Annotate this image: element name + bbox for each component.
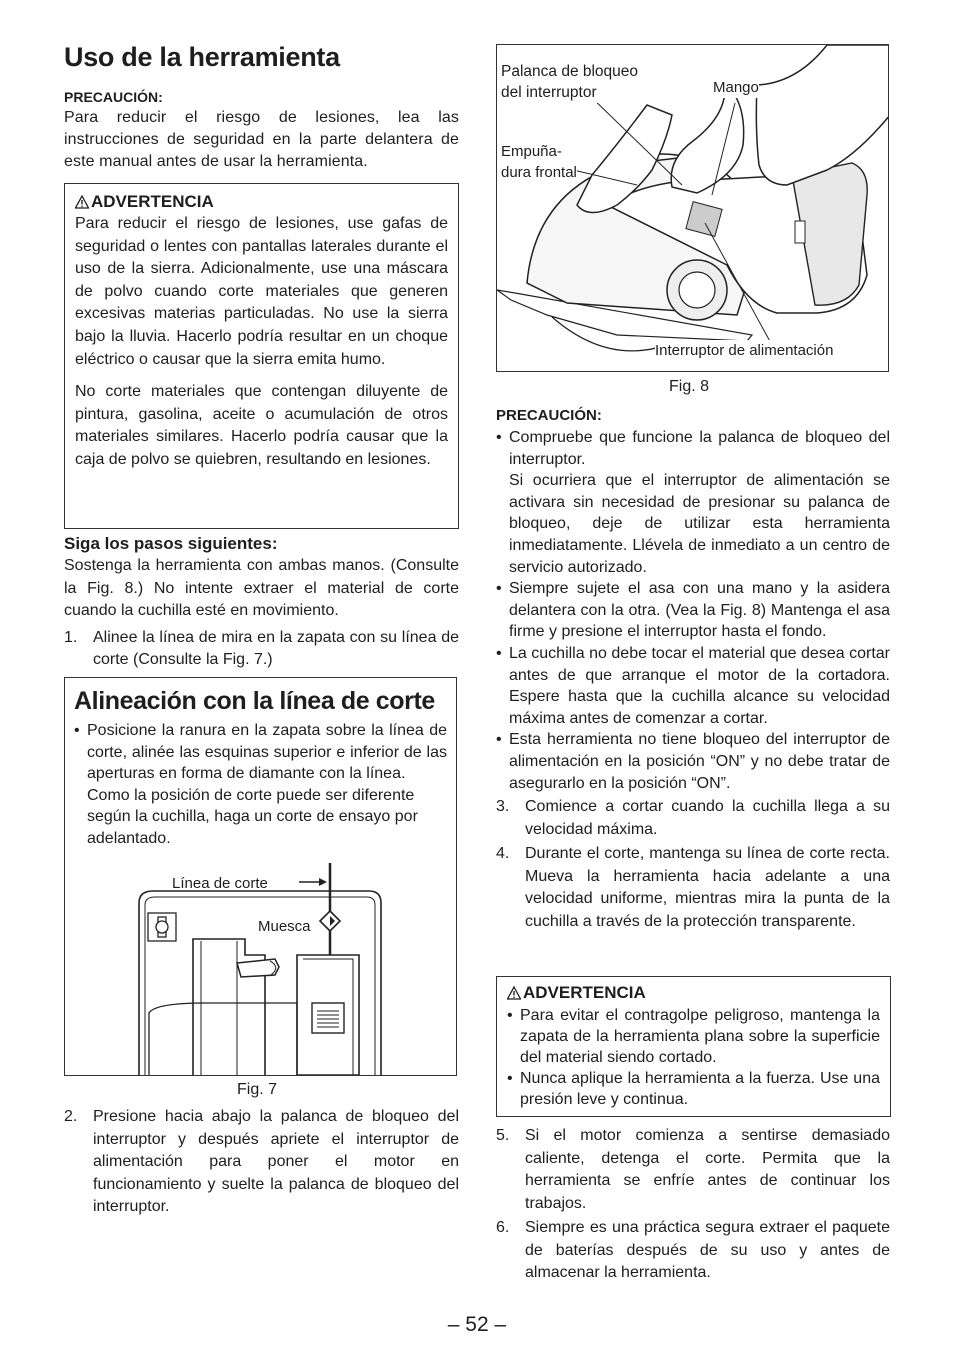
- alignment-bullets: [74, 720, 447, 785]
- step-text: Si el motor comienza a sentirse demasiado caliente, detenga el corte. Permita que la herramienta se enfríe antes de continuar los trabajos.: [525, 1127, 890, 1212]
- step-number: 4.: [496, 845, 510, 863]
- label-lock-lever: Palanca de bloqueo del interruptor: [501, 61, 661, 103]
- warning-label: ADVERTENCIA: [523, 983, 646, 1002]
- label-power-switch: Interruptor de alimentación: [655, 342, 834, 359]
- step-number: 1.: [64, 628, 78, 646]
- alignment-bullet-cont: Como la posición de corte puede ser diferente según la cuchilla, haga un corte de ensayo por adelantado.: [87, 786, 418, 847]
- step-text: Presione hacia abajo la palanca de bloqueo del interruptor y después apriete el interruptor de alimentación para poner el motor en funcionamiento y suelte la palanca de bloqueo del interruptor.: [93, 1108, 459, 1215]
- precaution-bullet: [496, 729, 890, 794]
- precaution-label: PRECAUCIÓN:: [64, 89, 163, 105]
- step-number: 2.: [64, 1108, 78, 1125]
- precaution-bullet: [496, 643, 890, 729]
- precaution-block-1: [64, 87, 459, 173]
- warning-bullet-text: Para evitar el contragolpe peligroso, mantenga la zapata de la herramienta plana sobre la superficie del material siendo cortado.: [520, 1007, 880, 1066]
- step-2: [64, 1106, 459, 1219]
- alignment-bullet: [74, 720, 447, 785]
- steps-section: [64, 533, 459, 672]
- warning-paragraph-2: No corte materiales que contengan diluyente de pintura, gasolina, aceite o acumulación de otros materiales similares. Hacerlo podría causar que la caja de polvo se quiebren, resultando en lesiones.: [75, 383, 448, 468]
- precaution-text: Para reducir el riesgo de lesiones, lea las instrucciones de seguridad en la parte delantera de este manual antes de usar la herramienta.: [64, 109, 459, 170]
- alignment-box: [64, 677, 457, 1076]
- step-4: [496, 843, 890, 933]
- step-list-3: [496, 796, 890, 933]
- warning-paragraph-1: Para reducir el riesgo de lesiones, use gafas de seguridad o lentes con pantallas laterales durante el uso de la sierra. Adicionalmente, use una máscara de polvo cuando corte materiales que generen excesivas materias particuladas. No use la sierra bajo la lluvia. Hacerlo podría resultar en un choque eléctrico o causar que la sierra emita humo.: [75, 215, 448, 368]
- precaution-bullet-cont: Si ocurriera que el interruptor de alimentación se activara sin necesidad de presionar su palanca de bloqueo, deje de utilizar esta herramienta inmediatamente. Llévela de inmediato a un centro de servicio autorizado.: [509, 472, 890, 576]
- warning-bullet-text: Nunca aplique la herramienta a la fuerza. Use una presión leve y continua.: [520, 1070, 880, 1108]
- precaution-bullet-text: La cuchilla no debe tocar el material que desea cortar antes de que arranque el motor de la cortadora. Espere hasta que la cuchilla alcance su velocidad máxima antes de comenzar a cortar.: [509, 644, 890, 727]
- step-number: 5.: [496, 1127, 510, 1144]
- page-title: Uso de la herramienta: [64, 42, 340, 72]
- step-list-4: [496, 1125, 890, 1285]
- step-5: [496, 1125, 890, 1215]
- alignment-bullet-text: Posicione la ranura en la zapata sobre la línea de corte, alinée las esquinas superior e inferior de las aperturas en forma de diamante con la línea.: [87, 722, 447, 783]
- steps-intro: Sostenga la herramienta con ambas manos. (Consulte la Fig. 8.) No intente extraer el material de corte cuando la cuchilla esté en movimiento.: [64, 557, 459, 619]
- warning-heading: [507, 983, 880, 1003]
- step-text: Alinee la línea de mira en la zapata con su línea de corte (Consulte la Fig. 7.): [93, 628, 459, 668]
- step-6: [496, 1217, 890, 1285]
- label-handle: Mango: [713, 79, 759, 96]
- warning-bullet: [507, 1068, 880, 1110]
- step-text: Comience a cortar cuando la cuchilla llega a su velocidad máxima.: [525, 798, 890, 838]
- precaution-block-2: [496, 405, 890, 933]
- step-text: Siempre es una práctica segura extraer el paquete de baterías después de su uso y antes de almacenar la herramienta.: [525, 1219, 890, 1281]
- steps-final: [496, 1125, 890, 1285]
- warning-icon: [75, 195, 89, 209]
- step-list-2: [64, 1106, 459, 1219]
- precaution-bullet-text: Siempre sujete el asa con una mano y la asidera delantera con la otra. (Vea la Fig. 8) Mantenga el asa firme y presione el interruptor hasta el fondo.: [509, 580, 890, 641]
- warning-label: ADVERTENCIA: [91, 192, 214, 211]
- step-1: [64, 627, 459, 672]
- warning-heading: [75, 192, 448, 212]
- warning-bullets: [507, 1005, 880, 1110]
- warning-bullet: [507, 1005, 880, 1068]
- precaution-bullet-text: Esta herramienta no tiene bloqueo del interruptor de alimentación en la posición “ON” y no debe tratar de asegurarlo en la posición “ON”.: [509, 731, 890, 792]
- steps-heading: Siga los pasos siguientes:: [64, 534, 278, 553]
- precaution-bullet-text: Compruebe que funcione la palanca de bloqueo del interruptor.: [509, 429, 890, 468]
- page-number: – 52 –: [447, 1313, 507, 1336]
- alignment-title: Alineación con la línea de corte: [74, 687, 435, 715]
- step-2-block: [64, 1106, 459, 1219]
- label-notch: Muesca: [258, 918, 311, 935]
- step-number: 3.: [496, 798, 510, 816]
- fig7-caption: Fig. 7: [237, 1081, 278, 1098]
- warning-box-2: [496, 976, 891, 1117]
- precaution-bullet: [496, 427, 890, 470]
- label-cutting-line: Línea de corte: [172, 875, 268, 892]
- warning-box-1: [64, 183, 459, 529]
- step-text: Durante el corte, mantenga su línea de corte recta. Mueva la herramienta hacia adelante a una velocidad uniforme, mientras mira la punta de la cuchilla a través de la protección transparente.: [525, 845, 890, 930]
- precaution-bullets: [496, 427, 890, 470]
- label-front-grip: Empuña-dura frontal: [501, 143, 577, 181]
- precaution-bullets: [496, 578, 890, 794]
- fig8-box: [496, 44, 889, 372]
- precaution-label: PRECAUCIÓN:: [496, 407, 602, 424]
- step-3: [496, 796, 890, 841]
- fig7-illustration: [65, 863, 458, 1075]
- precaution-bullet: [496, 578, 890, 643]
- step-number: 6.: [496, 1219, 510, 1236]
- step-list-1: [64, 627, 459, 672]
- warning-icon: [507, 986, 521, 1000]
- fig8-caption: Fig. 8: [669, 378, 710, 395]
